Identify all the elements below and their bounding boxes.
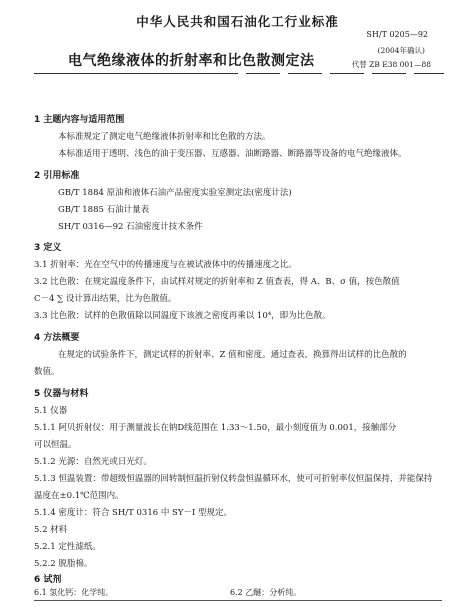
item-5-1-3-cont: 温度在±0.1℃范围内。: [34, 491, 124, 501]
reference-item: GB/T 1884 原油和液体石油产品密度实验室测定法(密度计法): [58, 188, 292, 198]
item-5-1-1: 5.1.1 阿贝折射仪：用于测量波长在钠D线范围在 1.33～1.50，最小刻度值为 0.001，接触部分: [34, 423, 397, 433]
item-5-1-2: 5.1.2 光源：自然光或日光灯。: [34, 457, 152, 467]
replaces-note: 代替 ZB E38 001—88: [351, 60, 431, 69]
section-1-heading: 1 主题内容与适用范围: [34, 115, 125, 125]
section-4-line-2: 数值。: [34, 367, 60, 377]
reagent-6-2: 6.2 乙醚：分析纯。: [230, 588, 302, 597]
section-1-para-2: 本标准适用于透明、浅色的油于变压器、互感器、油断路器、断路器等设备的电气绝缘液体。: [58, 149, 407, 159]
edition-note: (2004年确认): [377, 46, 425, 55]
reference-item: GB/T 1885 石油计量表: [58, 205, 150, 215]
section-4-line-1: 在规定的试验条件下，测定试样的折射率、Z 值和密度。通过查表，换算得出试样的比色散的: [58, 350, 407, 360]
reference-item: SH/T 0316—92 石油密度计技术条件: [58, 222, 203, 232]
item-5-2-2: 5.2.2 脱脂棉。: [34, 559, 93, 569]
title-divider: [34, 73, 444, 75]
definition-3-1: 3.1 折射率：光在空气中的传播速度与在被试液体中的传播速度之比。: [34, 260, 297, 270]
section-5-heading: 5 仪器与材料: [34, 389, 89, 399]
standard-title: 中华人民共和国石油化工行业标准: [136, 14, 339, 29]
item-5-1-4: 5.1.4 密度计：符合 SH/T 0316 中 SY－I 型规定。: [34, 508, 233, 518]
document-title: 电气绝缘液体的折射率和比色散测定法: [68, 53, 315, 69]
section-6-heading: 6 试剂: [34, 575, 62, 585]
section-4-heading: 4 方法概要: [34, 333, 80, 343]
item-5-2: 5.2 材料: [34, 525, 68, 535]
definition-3-2-cont: C－4 ∑ 设计算出结果，比为色散值。: [34, 294, 177, 304]
reagent-6-1: 6.1 氢化钙：化学纯。: [34, 588, 114, 597]
section-2-heading: 2 引用标准: [34, 171, 80, 181]
definition-3-3: 3.3 比色散：试样的色散值除以同温度下该液之密度再乘以 10⁴，即为比色散。: [34, 311, 331, 321]
item-5-1-3: 5.1.3 恒温装置：带超级恒温器的回转制恒温折射仪转盘恒温循环水，使可可折射率仪恒温保持，并能保持: [34, 474, 433, 484]
standard-number: SH/T 0205—92: [366, 30, 428, 39]
item-5-1: 5.1 仪器: [34, 406, 68, 416]
section-1-para-1: 本标准规定了测定电气绝缘液体折射率和比色散的方法。: [58, 132, 271, 142]
item-5-1-1-cont: 可以恒温。: [34, 440, 77, 450]
section-3-heading: 3 定义: [34, 243, 62, 253]
definition-3-2: 3.2 比色散：在规定温度条件下，由试样对规定的折射率和 Z 值查表，得 A、B、σ 值，按色散值: [34, 277, 400, 287]
footer-divider: [34, 600, 442, 601]
item-5-2-1: 5.2.1 定性滤纸。: [34, 542, 101, 552]
